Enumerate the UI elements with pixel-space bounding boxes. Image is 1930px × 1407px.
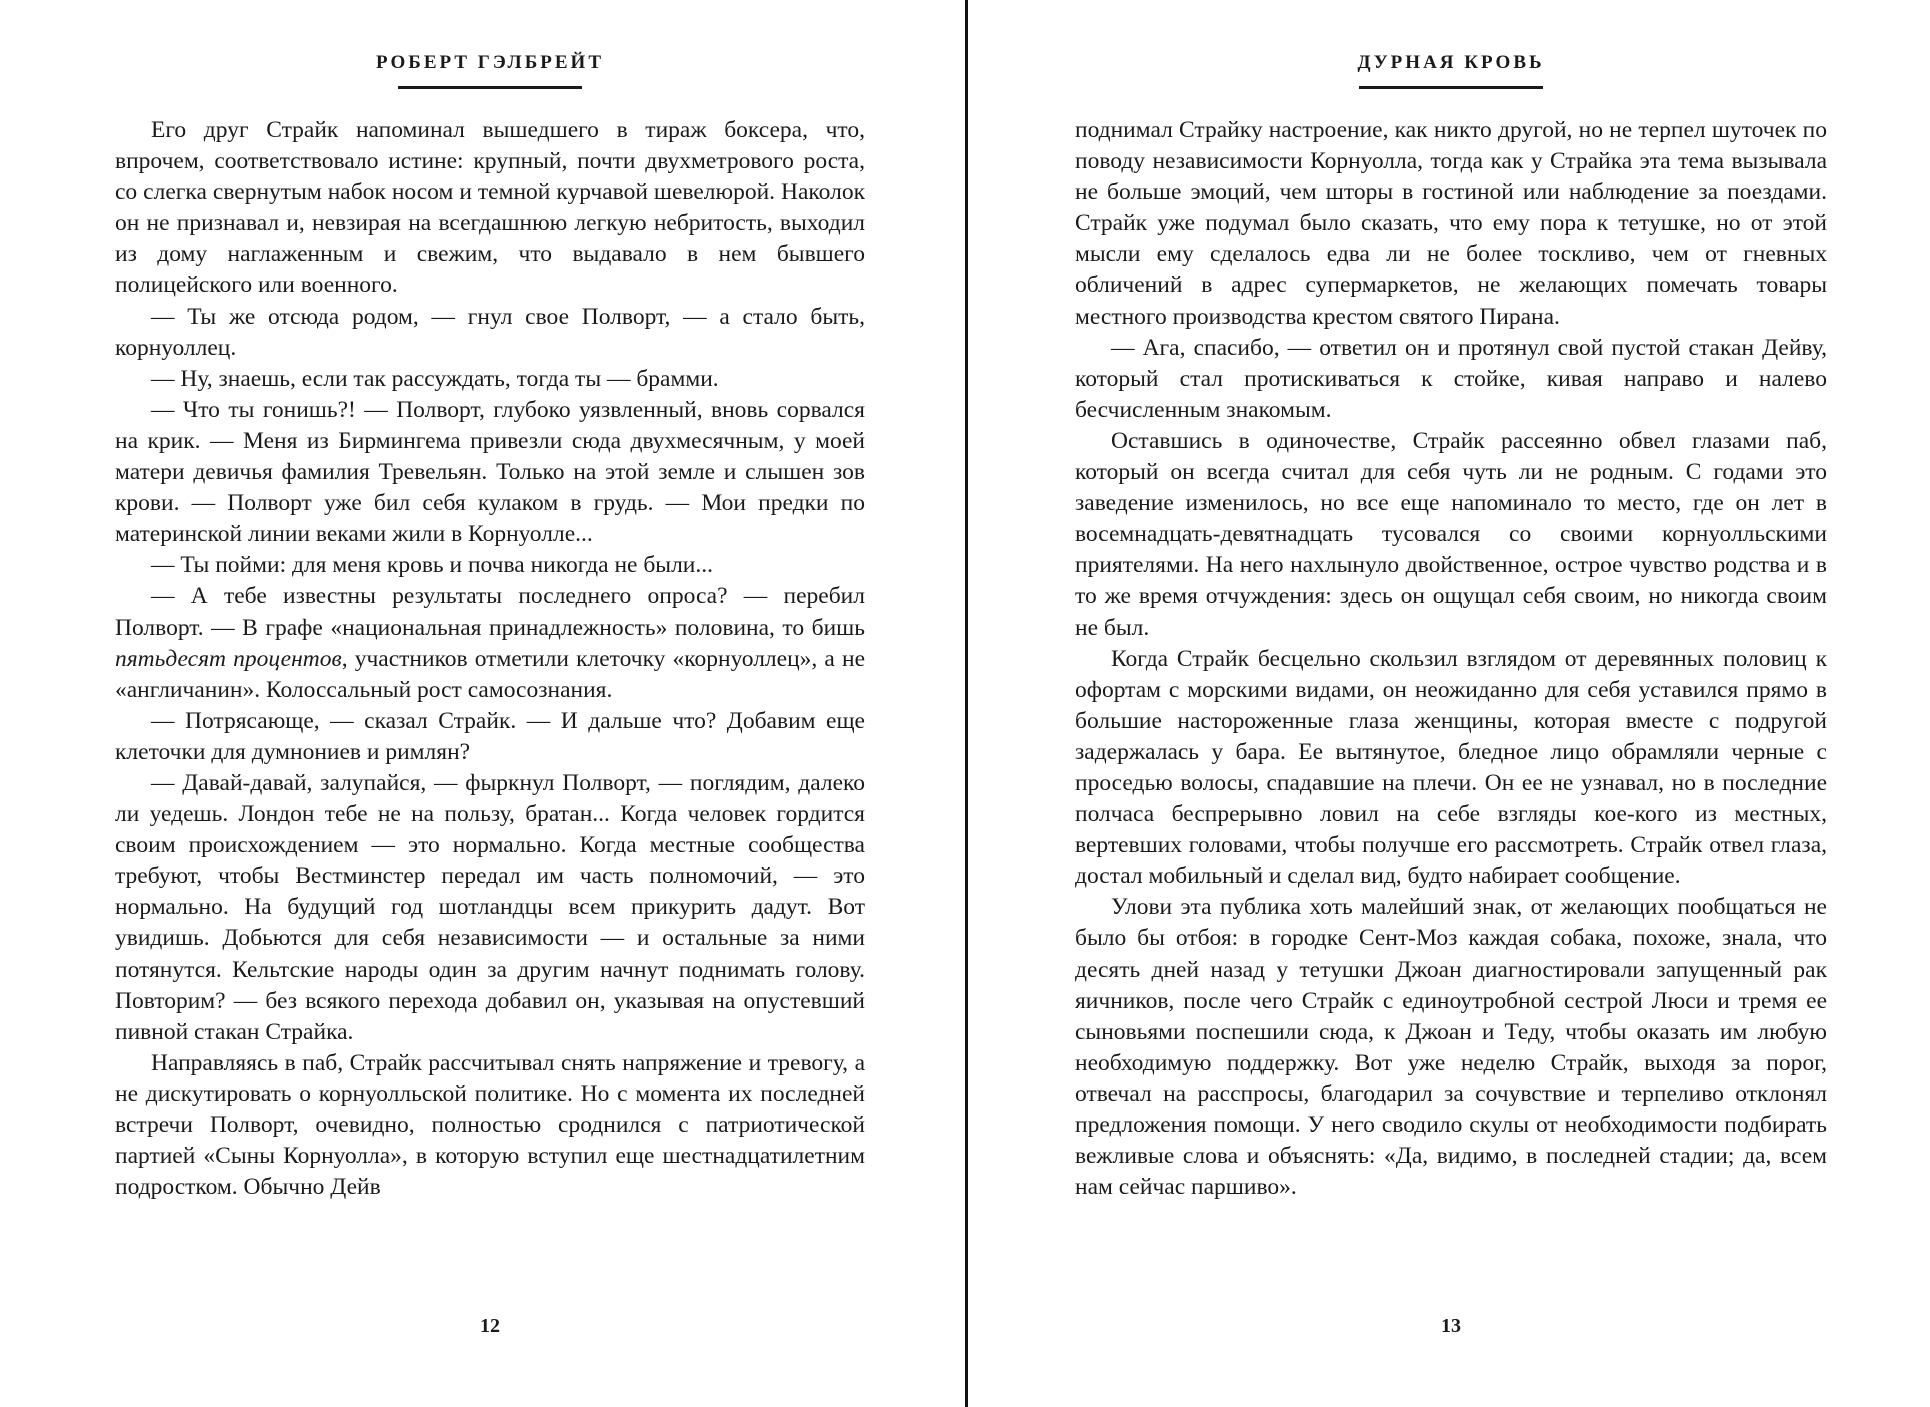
left-text-block	[115, 115, 865, 1203]
right-page	[1075, 0, 1827, 1407]
paragraph: — Ага, спасибо, — ответил он и протянул свой пустой стакан Дейву, который стал протискиваться к стойке, кивая направо и налево бесчисленным знакомым.	[1075, 334, 1827, 423]
left-page	[115, 0, 865, 1407]
paragraph: Его друг Страйк напоминал вышедшего в тираж боксера, что, впрочем, соответствовало истине: крупный, почти двухметрового роста, со слегка свернутым набок носом и темной курчавой шевелюрой. Наколок он не признавал и, невзирая на всегдашнюю легкую небритость, выходил из дому наглаженным и свежим, что выдавало в нем бывшего полицейского или военного.	[115, 117, 865, 299]
right-text-block	[1075, 115, 1827, 1203]
paragraph: — Давай-давай, залупайся, — фыркнул Полворт, — поглядим, далеко ли уедешь. Лондон тебе не на пользу, братан... Когда человек гордится своим происхождением — это нормально. Когда местные сообщества требуют, чтобы Вестминстер передал им часть полномочий, — это нормально. На будущий год шотландцы всем прикурить дадут. Вот увидишь. Добьются для себя независимости — и остальные за ними потянутся. Кельтские народы один за другим начнут поднимать голову. Повторим? — без всякого перехода добавил он, указывая на опустевший пивной стакан Страйка.	[115, 769, 865, 1045]
paragraph: — Ты пойми: для меня кровь и почва никогда не были...	[151, 552, 714, 579]
paragraph: Улови эта публика хоть малейший знак, от желающих пообщаться не было бы отбоя: в городке Сент-Моз каждая собака, похоже, знала, что десять дней назад у тетушки Джоан диагностировали запущенный рак яичников, после чего Страйк с единоутробной сестрой Люси и тремя ее сыновьями поспешили сюда, к Джоан и Теду, чтобы оказать им любую необходимую поддержку. Вот уже неделю Страйк, выходя за порог, отвечал на расспросы, благодарил за сочувствие и терпеливо отклонял предложения помощи. У него сводило скулы от необходимости подбирать вежливые слова и объяснять: «Да, видимо, в последней стадии; да, всем нам сейчас паршиво».	[1075, 894, 1827, 1201]
paragraph: — Что ты гонишь?! — Полворт, глубоко уязвленный, вновь сорвался на крик. — Меня из Бирмингема привезли сюда двухмесячным, у моей матери девичья фамилия Тревельян. Только на этой земле и слышен зов крови. — Полворт уже бил себя кулаком в грудь. — Мои предки по материнской линии веками жили в Корнуолле...	[115, 396, 865, 548]
paragraph: Оставшись в одиночестве, Страйк рассеянно обвел глазами паб, который он всегда считал для себя чуть ли не родным. С годами это заведение изменилось, но все еще напоминало то место, где он лет в восемнадцать-девятнадцать тусовался со своими корнуолльскими приятелями. На него нахлынуло двойственное, острое чувство родства и в то же время отчуждения: здесь он ощущал себя своим, но никогда своим не был.	[1075, 427, 1827, 641]
paragraph: Направляясь в паб, Страйк рассчитывал снять напряжение и тревогу, а не дискутировать о корнуолльской политике. Но с момента их последней встречи Полворт, очевидно, полностью сроднился с патриотической партией «Сыны Корнуолла», в которую вступил еще шестнадцатилетним подростком. Обычно Дейв	[115, 1049, 865, 1201]
paragraph-continued: поднимал Страйку настроение, как никто другой, но не терпел шуточек по поводу независимости Корнуолла, тогда как у Страйка эта тема вызывала не больше эмоций, чем шторы в гостиной или наблюдение за поездами. Страйк уже подумал было сказать, что ему пора к тетушке, но от этой мысли ему сделалось едва ли не более тоскливо, чем от гневных обличений в адрес супермаркетов, не желающих помечать товары местного производства крестом святого Пирана.	[1075, 117, 1827, 330]
page-number: 13	[1441, 1315, 1461, 1337]
running-head-title: ДУРНАЯ КРОВЬ	[1357, 52, 1545, 73]
running-head-rule	[1359, 86, 1543, 89]
running-head-author: РОБЕРТ ГЭЛБРЕЙТ	[376, 52, 604, 73]
paragraph: — Ну, знаешь, если так рассуждать, тогда ты — брамми.	[151, 365, 719, 392]
paragraph: — Потрясающе, — сказал Страйк. — И дальше что? Добавим еще клеточки для думнониев и римлян?	[115, 707, 865, 765]
paragraph: — Ты же отсюда родом, — гнул свое Полворт, — а стало быть, корнуоллец.	[115, 303, 865, 361]
paragraph: Когда Страйк бесцельно скользил взглядом от деревянных половиц к офортам с морскими видами, он неожиданно для себя уставился прямо в большие настороженные глаза женщины, которая вместе с подругой задержалась у бара. Ее вытянутое, бледное лицо обрамляли черные с проседью волосы, спадавшие на плечи. Он ее не узнавал, но в последние полчаса беспрерывно ловил на себе взгляды кое-кого из местных, вертевших головами, чтобы получше его рассмотреть. Страйк отвел глаза, достал мобильный и сделал вид, будто набирает сообщение.	[1075, 645, 1827, 890]
page-number: 12	[480, 1315, 500, 1337]
running-head-rule	[398, 86, 582, 89]
italic-emphasis: пятьдесят процентов	[115, 645, 342, 672]
paragraph-with-italic: — А тебе известны результаты последнего опроса? — перебил Полворт. — В графе «национальная принадлежность» половина, то бишь пятьдесят процентов, участников отметили клеточку «корнуоллец», а не «англичанин». Колоссальный рост самосознания.	[115, 583, 865, 703]
gutter-line	[965, 0, 968, 1407]
